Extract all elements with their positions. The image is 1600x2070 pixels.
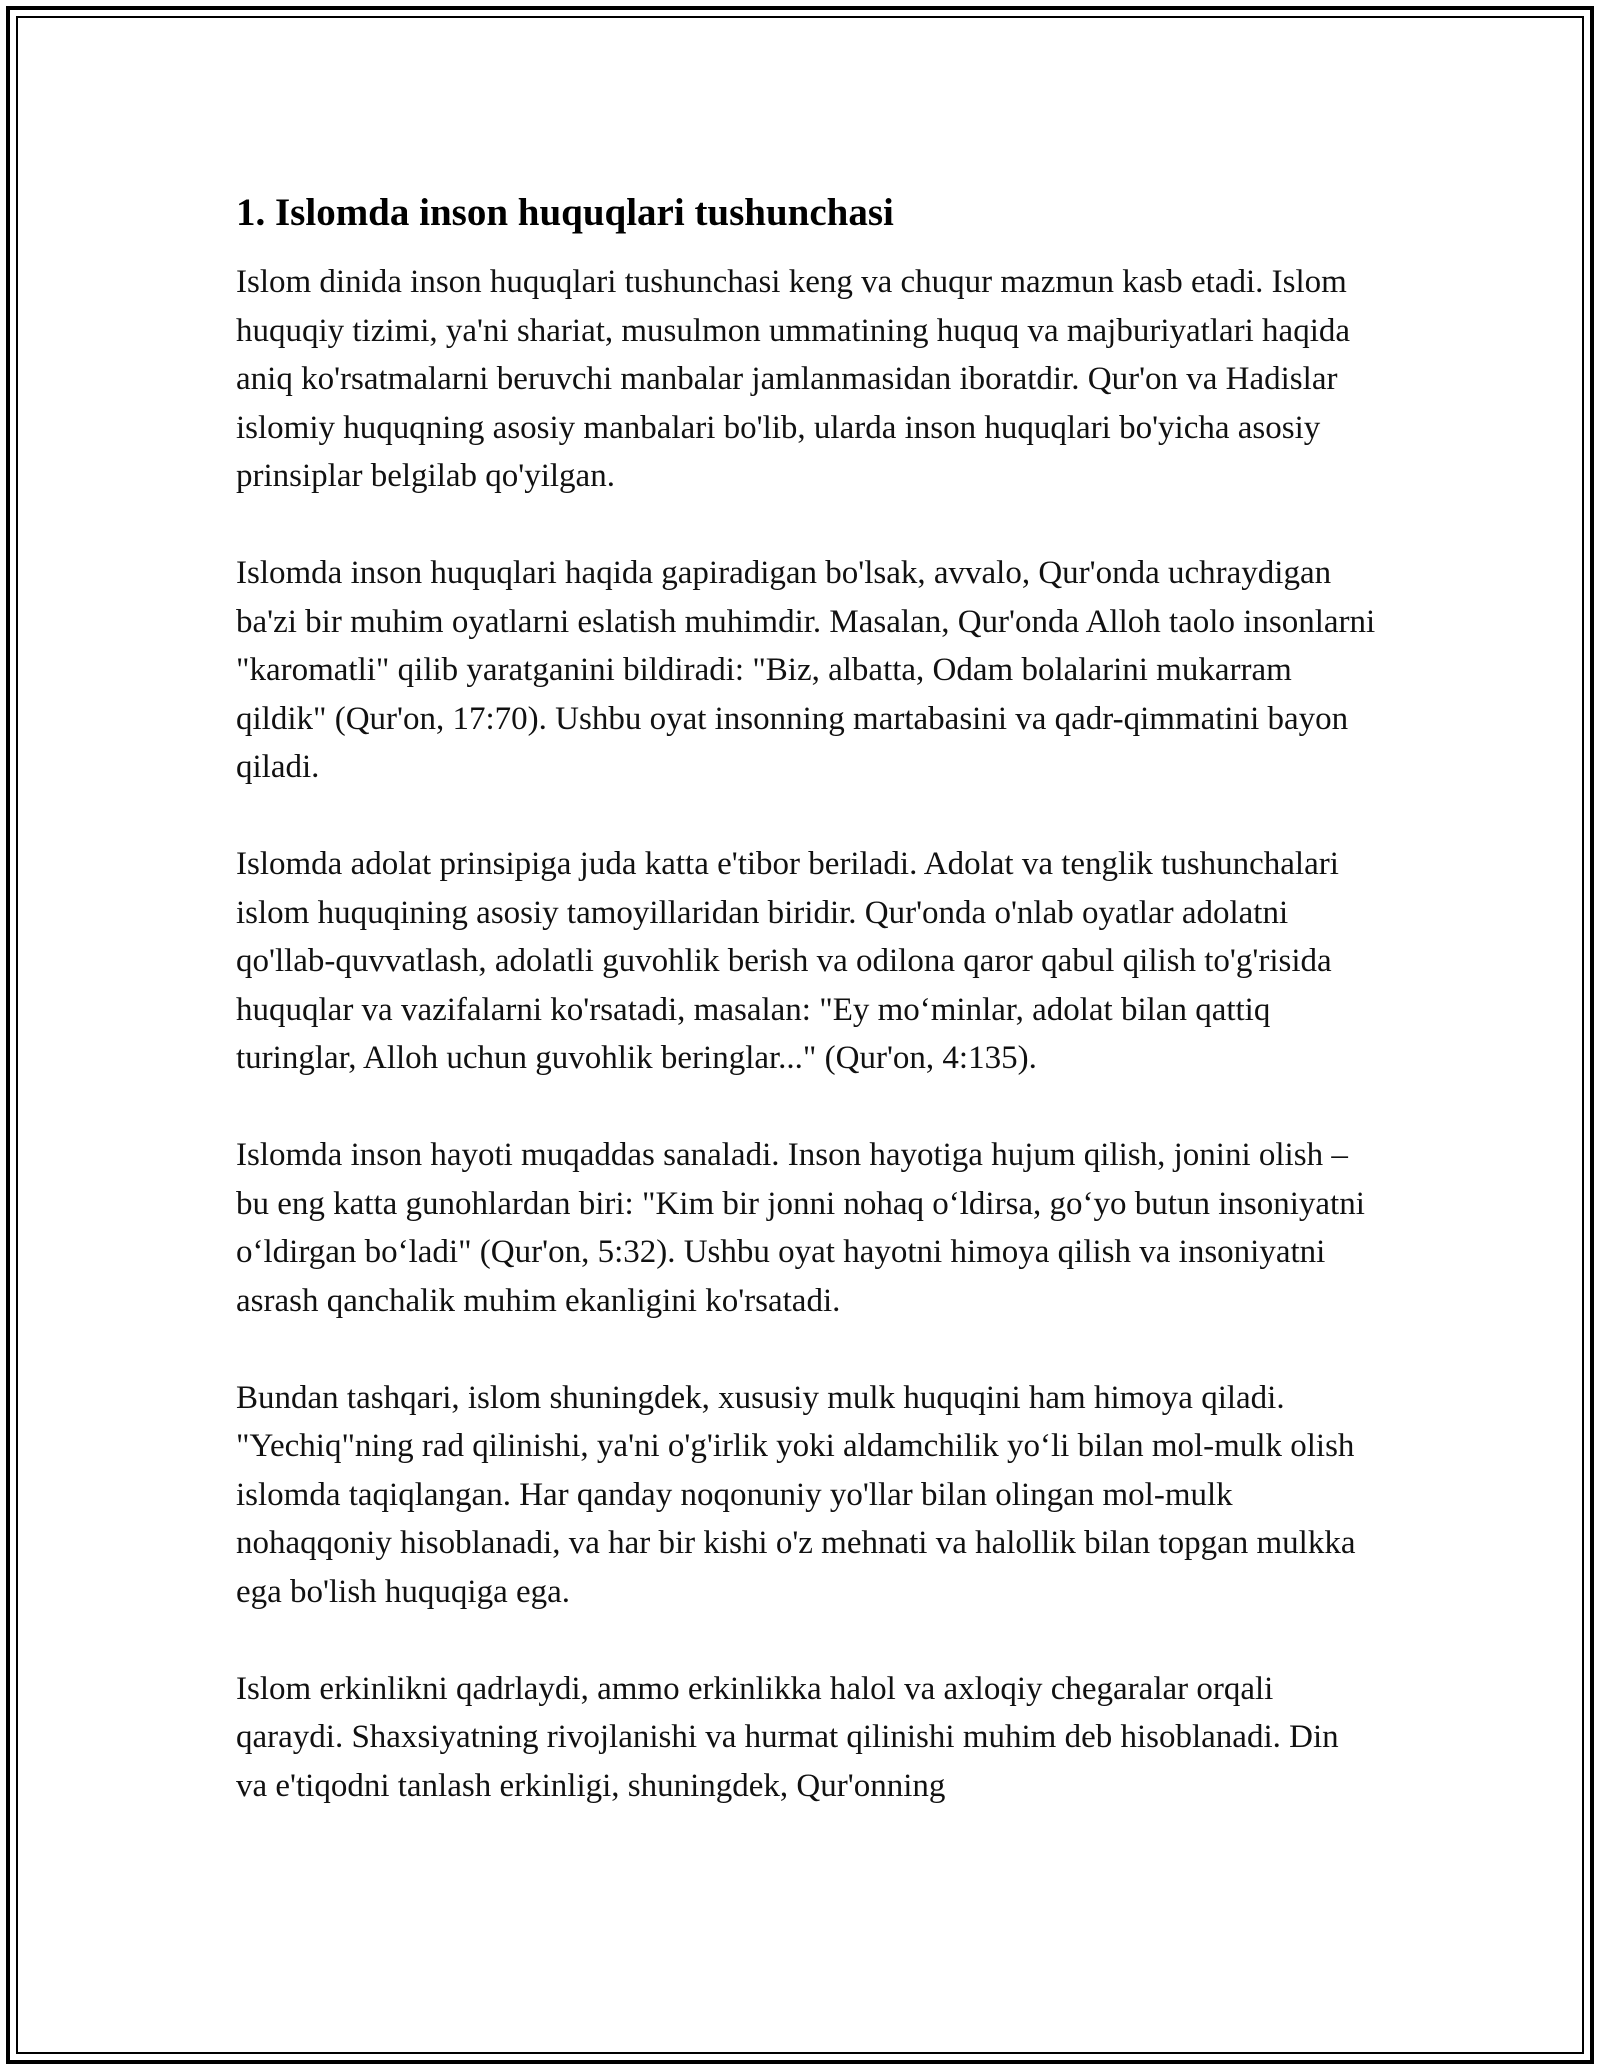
paragraph-1: Islom dinida inson huquqlari tushunchasi keng va chuqur mazmun kasb etadi. Islom huquqiy tizimi, ya'ni shariat, musulmon ummatining huquq va majburiyatlari haqida aniq ko'rsatmalarni beruvchi manbalar jamlanmasidan iboratdir. Qur'on va Hadislar islomiy huquqning asosiy manbalari bo'lib, ularda inson huquqlari bo'yicha asosiy prinsiplar belgilab qo'yilgan. [236,264,1351,494]
paragraph-2: Islomda inson huquqlari haqida gapiradigan bo'lsak, avvalo, Qur'onda uchraydigan ba'zi bir muhim oyatlarni eslatish muhimdir. Masalan, Qur'onda Alloh taolo insonlarni "karomatli" qilib yaratganini bildiradi: "Biz, albatta, Odam bolalarini mukarram qildik" (Qur'on, 17:70). Ushbu oyat insonning martabasini va qadr-qimmatini bayon qiladi. [236,555,1376,785]
paragraph-5: Bundan tashqari, islom shuningdek, xususiy mulk huquqini ham himoya qiladi. "Yechiq"ning rad qilinishi, ya'ni o'g'irlik yoki aldamchilik yo‘li bilan mol-mulk olish islomda taqiqlangan. Har qanday noqonuniy yo'llar bilan olingan mol-mulk nohaqqoniy hisoblanadi, va har bir kishi o'z mehnati va halollik bilan topgan mulkka ega bo'lish huquqiga ega. [236,1379,1356,1610]
section-heading: 1. Islomda inson huquqlari tushunchasi [236,191,894,234]
paragraph-4: Islomda inson hayoti muqaddas sanaladi. Inson hayotiga hujum qilish, jonini olish – bu eng katta gunohlardan biri: "Kim bir jonni nohaq o‘ldirsa, go‘yo butun insoniyatni o‘ldirgan bo‘ladi" (Qur'on, 5:32). Ushbu oyat hayotni himoya qilish va insoniyatni asrash qanchalik muhim ekanligini ko'rsatadi. [236,1137,1365,1319]
document-body [236,186,1376,1810]
paragraph-6: Islom erkinlikni qadrlaydi, ammo erkinlikka halol va axloqiy chegaralar orqali qaraydi. Shaxsiyatning rivojlanishi va hurmat qilinishi muhim deb hisoblanadi. Din va e'tiqodni tanlash erkinligi, shuningdek, Qur'onning [236,1670,1339,1804]
paragraph-3: Islomda adolat prinsipiga juda katta e'tibor beriladi. Adolat va tenglik tushunchalari islom huquqining asosiy tamoyillaridan biridir. Qur'onda o'nlab oyatlar adolatni qo'llab-quvvatlash, adolatli guvohlik berish va odilona qaror qabul qilish to'g'risida huquqlar va vazifalarni ko'rsatadi, masalan: "Ey mo‘minlar, adolat bilan qattiq turinglar, Alloh uchun guvohlik beringlar..." (Qur'on, 4:135). [236,846,1339,1076]
